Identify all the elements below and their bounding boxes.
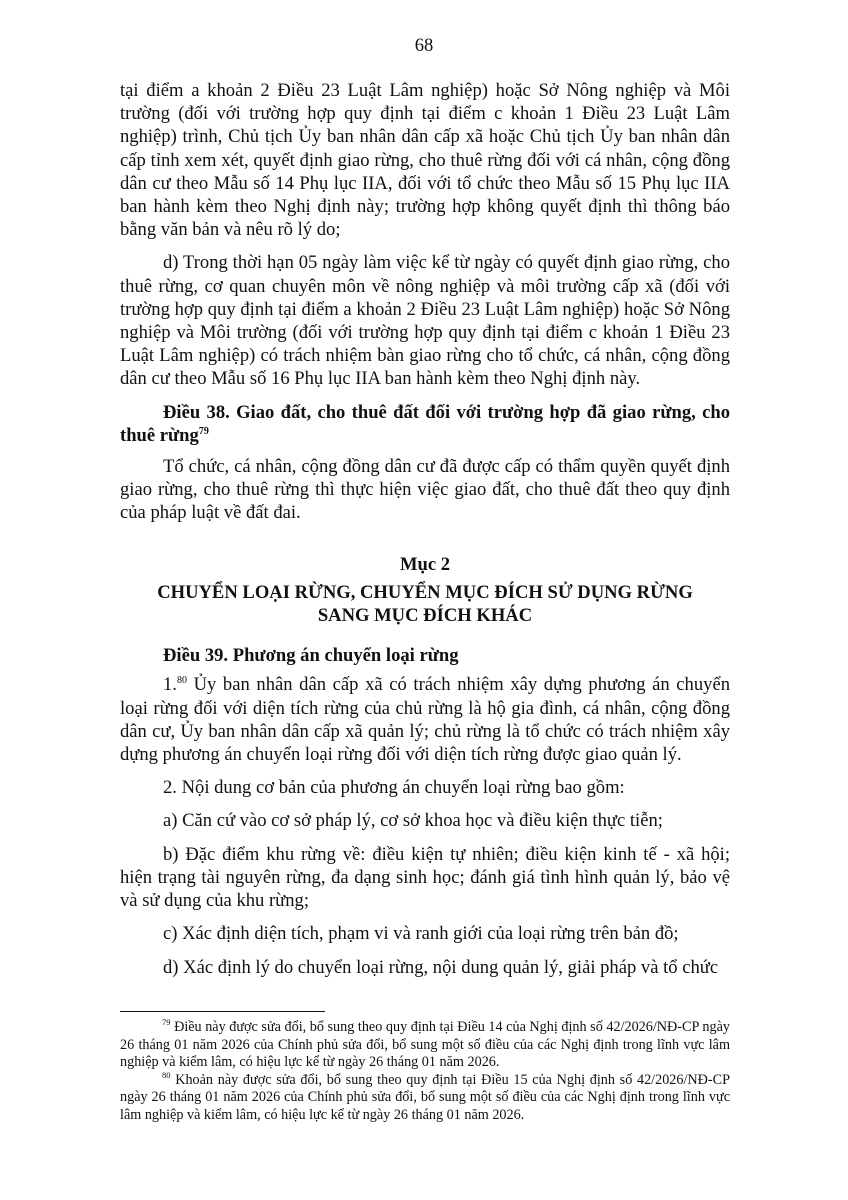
list-item-d: d) Xác định lý do chuyển loại rừng, nội dung quản lý, giải pháp và tổ chức	[163, 956, 719, 978]
footnote-number: 80	[162, 1069, 171, 1080]
footnote-text: Điều này được sửa đổi, bổ sung theo quy định tại Điều 14 của Nghị định số 42/2026/NĐ-CP ngày 26 tháng 01 năm 2026 của Chính phủ sửa đổi, bổ sung một số điều của các Nghị định trong lĩnh vực lâm nghiệp và kiểm lâm, có hiệu lực kể từ ngày 26 tháng 01 năm 2026.	[120, 1019, 730, 1071]
footnote-separator	[120, 1011, 325, 1012]
paragraph-continuation: tại điểm a khoản 2 Điều 23 Luật Lâm nghiệp) hoặc Sở Nông nghiệp và Môi trường (đối với trường hợp quy định tại điểm c khoản 1 Điều 23 Luật Lâm nghiệp) trình, Chủ tịch Ủy ban nhân dân cấp xã hoặc Chủ tịch Ủy ban nhân dân cấp tỉnh xem xét, quyết định giao rừng, cho thuê rừng đối với cá nhân, cộng đồng dân cư theo Mẫu số 14 Phụ lục IIA, đối với tổ chức theo Mẫu số 15 Phụ lục IIA ban hành kèm theo Nghị định này; trường hợp không quyết định thì thông báo bằng văn bản và nêu rõ lý do;	[120, 80, 730, 241]
footnotes	[120, 1019, 730, 1125]
clause-1-number: 1.	[163, 674, 177, 696]
document-body	[120, 79, 730, 989]
footnote-79	[120, 1019, 730, 1072]
footnote-80	[120, 1069, 730, 1125]
section-title-line1: CHUYỂN LOẠI RỪNG, CHUYỂN MỤC ĐÍCH SỬ DỤNG RỪNG	[157, 581, 693, 603]
article-39-heading: Điều 39. Phương án chuyển loại rừng	[163, 645, 459, 667]
footnote-ref-79[interactable]: 79	[198, 425, 209, 437]
footnote-text: Khoản này được sửa đổi, bổ sung theo quy định tại Điều 15 của Nghị định số 42/2026/NĐ-CP ngày 26 tháng 01 năm 2026 của Chính phủ sửa đổi, bổ sung một số điều của các Nghị định trong lĩnh vực lâm nghiệp và kiểm lâm, có hiệu lực kể từ ngày 26 tháng 01 năm 2026.	[120, 1071, 730, 1123]
section-label: Mục 2	[399, 553, 451, 575]
paragraph-item-d: d) Trong thời hạn 05 ngày làm việc kể từ ngày có quyết định giao rừng, cho thuê rừng, cơ quan chuyên môn về nông nghiệp và môi trường cấp xã (đối với trường hợp quy định tại điểm a khoản 2 Điều 23 Luật Lâm nghiệp) hoặc Sở Nông nghiệp và Môi trường (đối với trường hợp quy định tại điểm c khoản 1 Điều 23 Luật Lâm nghiệp) có trách nhiệm bàn giao rừng cho tổ chức, cá nhân, cộng đồng dân cư theo Mẫu số 16 Phụ lục IIA ban hành kèm theo Nghị định này.	[120, 252, 730, 390]
article-38-heading-text: Điều 38. Giao đất, cho thuê đất đối với trường hợp đã giao rừng, cho thuê rừng	[120, 401, 730, 446]
list-item-a: a) Căn cứ vào cơ sở pháp lý, cơ sở khoa học và điều kiện thực tiễn;	[163, 810, 663, 832]
article-39-clause-1	[120, 673, 730, 766]
list-item-b: b) Đặc điểm khu rừng về: điều kiện tự nhiên; điều kiện kinh tế - xã hội; hiện trạng tài nguyên rừng, đa dạng sinh học; đánh giá tình hình quản lý, bảo vệ và sử dụng của khu rừng;	[120, 843, 730, 912]
article-38-heading	[120, 401, 730, 447]
footnote-ref-80[interactable]: 80	[176, 675, 187, 687]
article-39-clause-2: 2. Nội dung cơ bản của phương án chuyển loại rừng bao gồm:	[163, 777, 625, 799]
page-number: 68	[414, 36, 434, 56]
clause-1-text: Ủy ban nhân dân cấp xã có trách nhiệm xây dựng phương án chuyển loại rừng đối với diện tích rừng của chủ rừng là hộ gia đình, cá nhân, cộng đồng dân cư, Ủy ban nhân dân cấp xã quản lý; chủ rừng là tổ chức có trách nhiệm xây dựng phương án chuyển loại rừng đối với diện tích rừng được giao quản lý.	[120, 674, 730, 766]
article-38-body: Tổ chức, cá nhân, cộng đồng dân cư đã được cấp có thẩm quyền quyết định giao rừng, cho thuê rừng thì thực hiện việc giao đất, cho thuê đất theo quy định của pháp luật về đất đai.	[120, 456, 730, 524]
list-item-c: c) Xác định diện tích, phạm vi và ranh giới của loại rừng trên bản đồ;	[163, 923, 679, 945]
section-title-line2: SANG MỤC ĐÍCH KHÁC	[317, 605, 533, 627]
footnote-number: 79	[162, 1017, 171, 1027]
